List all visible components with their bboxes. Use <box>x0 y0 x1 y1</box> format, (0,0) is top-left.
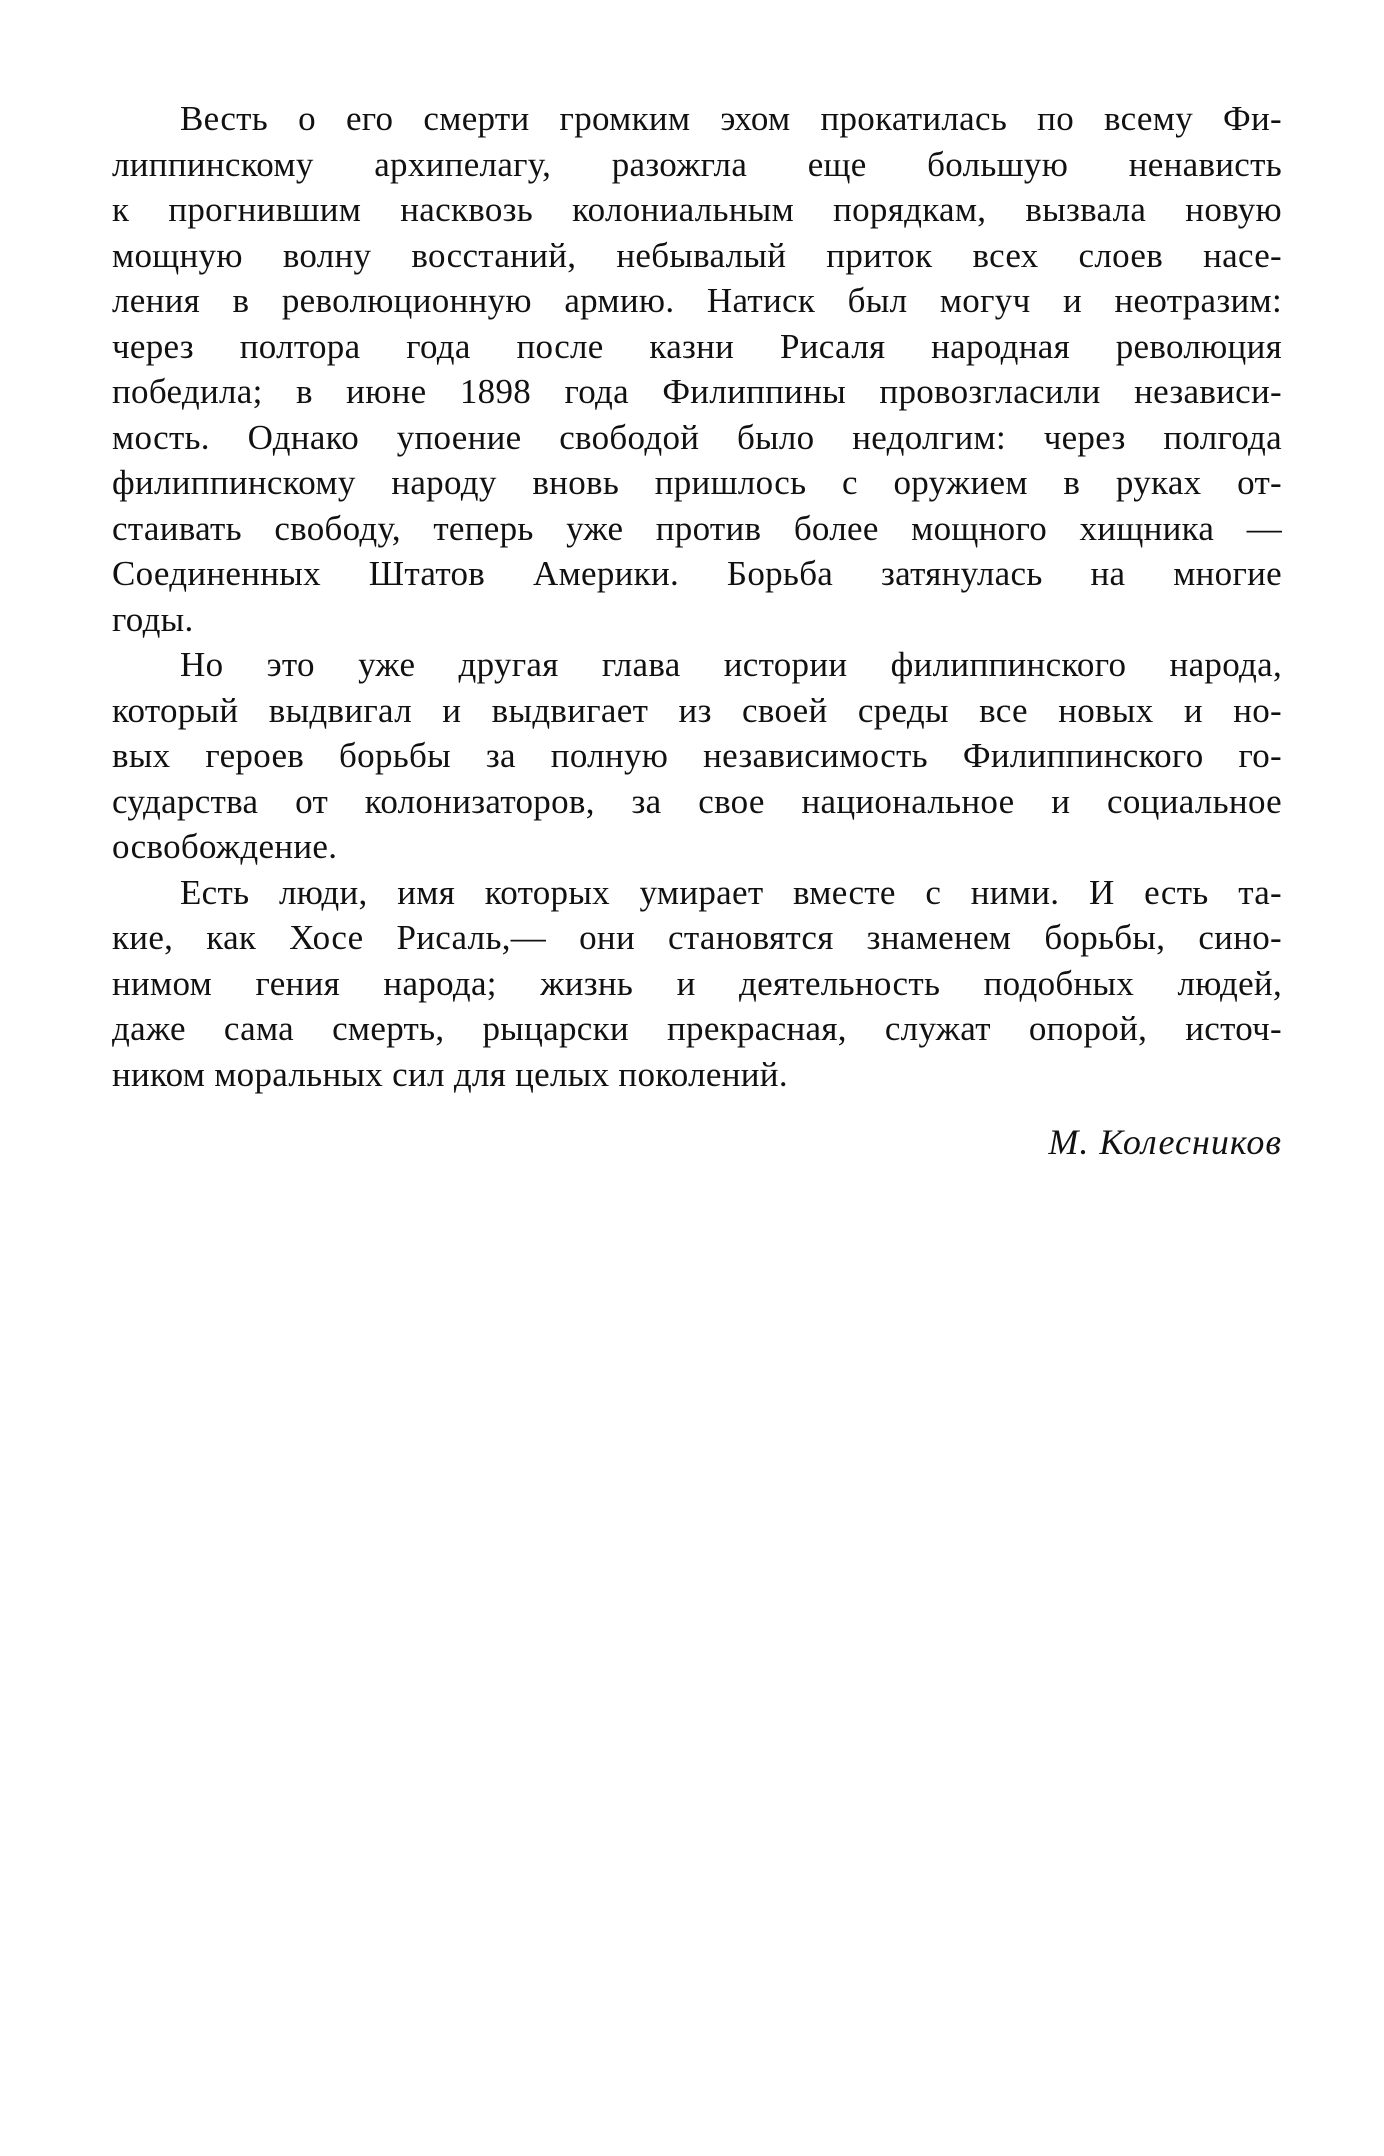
text-line: Соединенных Штатов Америки. Борьба затянулась на многие <box>112 554 1282 593</box>
document-page <box>112 96 1282 1165</box>
text-line: нимом гения народа; жизнь и деятельность подобных людей, <box>112 963 1282 1003</box>
text-line: победила; в июне 1898 года Филиппины провозгласили независи- <box>112 372 1282 411</box>
paragraph-2 <box>112 642 1282 870</box>
text-line: мощную волну восстаний, небывалый приток всех слоев насе- <box>112 235 1282 275</box>
text-line: ления в революционную армию. Натиск был могуч и неотразим: <box>112 281 1282 320</box>
text-line: Весть о его смерти громким эхом прокатилась по всему Фи- <box>180 99 1282 138</box>
paragraph-3 <box>112 870 1282 1098</box>
text-line: Но это уже другая глава истории филиппинского народа, <box>180 645 1282 684</box>
text-line: который выдвигал и выдвигает из своей среды все новых и но- <box>112 690 1282 730</box>
author-signature: М. Колесников <box>1048 1122 1282 1162</box>
text-line: мость. Однако упоение свободой было недолгим: через полгода <box>112 417 1282 457</box>
text-line: к прогнившим насквозь колониальным порядкам, вызвала новую <box>112 190 1282 229</box>
text-line: вых героев борьбы за полную независимость Филиппинского го- <box>112 736 1282 775</box>
text-line: освобождение. <box>112 827 338 866</box>
text-line: липпинскому архипелагу, разожгла еще большую ненависть <box>112 144 1282 184</box>
text-line: даже сама смерть, рыцарски прекрасная, служат опорой, источ- <box>112 1009 1282 1048</box>
text-line: годы. <box>112 599 194 639</box>
text-line: кие, как Хосе Рисаль,— они становятся знаменем борьбы, сино- <box>112 918 1282 957</box>
text-line: ником моральных сил для целых поколений. <box>112 1054 788 1094</box>
text-line: через полтора года после казни Рисаля народная революция <box>112 326 1282 366</box>
paragraph-1 <box>112 96 1282 642</box>
text-line: сударства от колонизаторов, за свое национальное и социальное <box>112 781 1282 821</box>
text-line: стаивать свободу, теперь уже против более мощного хищника — <box>112 508 1282 548</box>
text-line: филиппинскому народу вновь пришлось с оружием в руках от- <box>112 463 1282 502</box>
text-line: Есть люди, имя которых умирает вместе с ними. И есть та- <box>180 872 1282 912</box>
